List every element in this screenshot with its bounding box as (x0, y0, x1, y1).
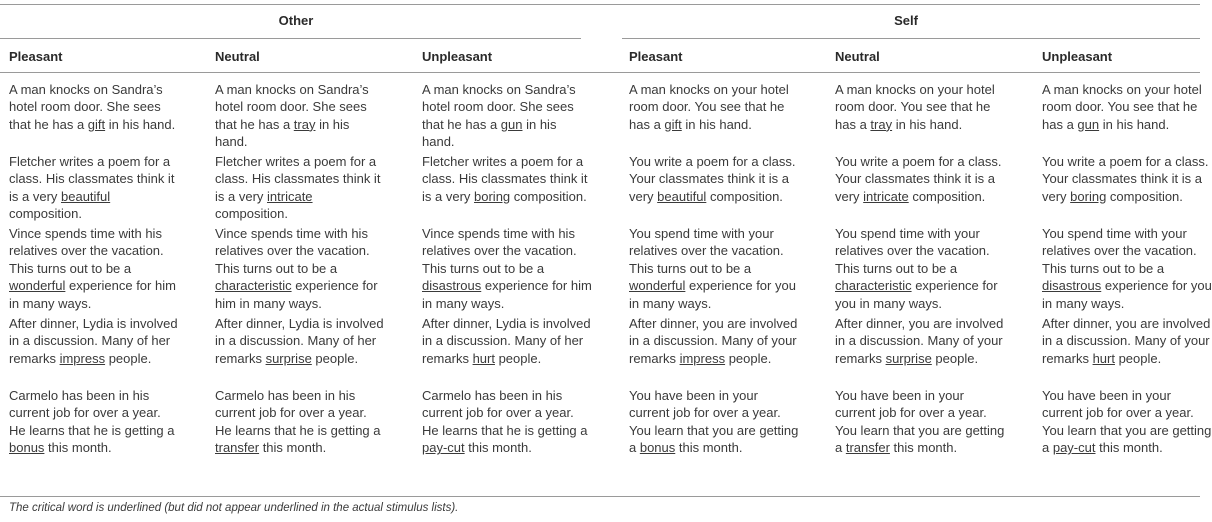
bottom-rule (0, 496, 1200, 497)
group-header-other: Other (278, 13, 314, 28)
table-cell-self-pleasant (629, 387, 799, 457)
critical-word: surprise (885, 350, 932, 366)
sentence-text: Vince spends time with his relatives over the vacation. This turns out to be a (215, 226, 370, 276)
table-cell-self-pleasant (629, 153, 799, 205)
table-cell-other-unpleasant (422, 225, 592, 312)
table-cell-self-neutral (835, 315, 1005, 367)
critical-word: pay-cut (422, 440, 465, 456)
table-cell-self-pleasant (629, 81, 799, 133)
sentence-text: composition. (510, 188, 587, 204)
table-cell-self-unpleasant (1042, 81, 1212, 133)
sentence-text: After dinner, Lydia is involved in a discussion. Many of her remarks (9, 316, 178, 366)
critical-word: pay-cut (1052, 440, 1096, 456)
critical-word: gift (664, 116, 682, 132)
sentence-text: Fletcher writes a poem for a class. His classmates think it is a very (422, 154, 588, 204)
column-header-other-unpleasant: Unpleasant (422, 49, 493, 64)
table-cell-self-neutral (835, 225, 1005, 312)
critical-word: boring (474, 188, 511, 204)
sentence-text: You have been in your current job for over a year. You learn that you are getting a (629, 388, 799, 456)
sentence-text: people. (105, 350, 152, 366)
critical-word: transfer (845, 440, 890, 456)
sentence-text: After dinner, Lydia is involved in a discussion. Many of her remarks (215, 316, 384, 366)
table-cell-self-unpleasant (1042, 225, 1212, 312)
table-cell-other-pleasant (9, 315, 179, 367)
sentence-text: Carmelo has been in his current job for over a year. He learns that he is getting a (422, 388, 588, 438)
sentence-text: You have been in your current job for over a year. You learn that you are getting a (1042, 388, 1212, 456)
sentence-text: After dinner, you are involved in a discussion. Many of your remarks (629, 316, 798, 366)
critical-word: gun (500, 116, 523, 132)
table-cell-other-pleasant (9, 153, 179, 223)
sentence-text: After dinner, you are involved in a discussion. Many of your remarks (1042, 316, 1211, 366)
critical-word: boring (1070, 188, 1107, 204)
table-cell-self-unpleasant (1042, 153, 1212, 205)
sentence-text: Vince spends time with his relatives over the vacation. This turns out to be a (9, 226, 164, 276)
sentence-text: Vince spends time with his relatives over the vacation. This turns out to be a (422, 226, 577, 276)
sentence-text: composition. (9, 206, 82, 222)
sentence-text: You spend time with your relatives over the vacation. This turns out to be a (1042, 226, 1197, 276)
sentence-text: people. (931, 350, 979, 366)
critical-word: tray (870, 116, 893, 132)
critical-word: beautiful (61, 188, 111, 204)
critical-word: gift (87, 116, 106, 132)
sentence-text: A man knocks on Sandra’s hotel room door. She sees that he has a (9, 82, 163, 132)
critical-word: intricate (267, 188, 313, 204)
group-rule-other (0, 38, 581, 39)
column-header-self-unpleasant: Unpleasant (1042, 49, 1113, 64)
table-cell-self-pleasant (629, 315, 799, 367)
critical-word: disastrous (422, 278, 482, 294)
sentence-text: in his hand. (681, 116, 752, 132)
column-header-other-pleasant: Pleasant (9, 49, 63, 64)
table-cell-self-pleasant (629, 225, 799, 312)
table-cell-other-unpleasant (422, 81, 592, 151)
critical-word: gun (1077, 116, 1100, 132)
critical-word: surprise (265, 350, 312, 366)
sentence-text: this month. (259, 440, 327, 456)
sentence-text: After dinner, you are involved in a discussion. Many of your remarks (835, 316, 1004, 366)
sentence-text: composition. (706, 188, 783, 204)
sentence-text: this month. (464, 440, 532, 456)
sentence-text: experience for you in many ways. (835, 278, 998, 311)
sentence-text: composition. (215, 206, 288, 222)
sentence-text: this month. (675, 440, 743, 456)
sentence-text: in his hand. (105, 116, 176, 132)
sentence-text: this month. (889, 440, 958, 456)
sentence-text: You spend time with your relatives over the vacation. This turns out to be a (629, 226, 784, 276)
sentence-text: people. (494, 350, 542, 366)
table-cell-other-neutral (215, 153, 385, 223)
sentence-text: experience for you in many ways. (1042, 278, 1212, 311)
sentence-text: You write a poem for a class. Your classmates think it is a very (1042, 154, 1209, 204)
sentence-text: in his hand. (422, 116, 557, 150)
critical-word: tray (293, 116, 316, 132)
table-cell-self-unpleasant (1042, 315, 1212, 367)
group-header-self: Self (894, 13, 918, 28)
top-rule (0, 4, 1200, 5)
table-cell-other-unpleasant (422, 153, 592, 205)
table-cell-other-unpleasant (422, 315, 592, 367)
column-header-other-neutral: Neutral (215, 49, 260, 64)
header-rule (0, 72, 1200, 73)
column-header-self-neutral: Neutral (835, 49, 880, 64)
critical-word: impress (59, 350, 106, 366)
sentence-text: this month. (1095, 440, 1163, 456)
critical-word: hurt (472, 350, 495, 366)
critical-word: impress (679, 350, 726, 366)
sentence-text: composition. (1106, 188, 1183, 204)
table-cell-other-unpleasant (422, 387, 592, 457)
table-cell-self-neutral (835, 387, 1005, 457)
sentence-text: experience for him in many ways. (9, 278, 176, 311)
critical-word: beautiful (657, 188, 707, 204)
sentence-text: You write a poem for a class. Your classmates think it is a very (835, 154, 1002, 204)
critical-word: disastrous (1042, 278, 1102, 294)
sentence-text: in his hand. (1099, 116, 1170, 132)
table-footnote: The critical word is underlined (but did not appear underlined in the actual stimulus lists). (9, 502, 459, 514)
table-cell-other-neutral (215, 387, 385, 457)
critical-word: characteristic (215, 278, 292, 294)
critical-word: hurt (1092, 350, 1115, 366)
critical-word: wonderful (9, 278, 66, 294)
sentence-text: people. (1114, 350, 1162, 366)
table-cell-other-pleasant (9, 387, 179, 457)
sentence-text: this month. (44, 440, 112, 456)
sentence-text: people. (725, 350, 772, 366)
sentence-text: A man knocks on your hotel room door. You see that he has a (835, 82, 995, 132)
sentence-text: Carmelo has been in his current job for over a year. He learns that he is getting a (215, 388, 381, 438)
table-cell-other-neutral (215, 315, 385, 367)
critical-word: characteristic (835, 278, 912, 294)
sentence-text: A man knocks on your hotel room door. You see that he has a (629, 82, 789, 132)
group-rule-self (622, 38, 1200, 39)
sentence-text: experience for you in many ways. (629, 278, 796, 311)
sentence-text: in his hand. (892, 116, 963, 132)
table-cell-self-neutral (835, 153, 1005, 205)
sentence-text: A man knocks on Sandra’s hotel room door. She sees that he has a (422, 82, 576, 132)
table-cell-self-unpleasant (1042, 387, 1212, 457)
sentence-text: people. (311, 350, 359, 366)
sentence-text: in his hand. (215, 116, 350, 150)
column-header-self-pleasant: Pleasant (629, 49, 683, 64)
table-cell-self-neutral (835, 81, 1005, 133)
sentence-text: Carmelo has been in his current job for over a year. He learns that he is getting a (9, 388, 175, 438)
critical-word: bonus (639, 440, 676, 456)
sentence-text: Fletcher writes a poem for a class. His classmates think it is a very (9, 154, 175, 204)
sentence-text: composition. (908, 188, 986, 204)
sentence-text: After dinner, Lydia is involved in a discussion. Many of her remarks (422, 316, 591, 366)
sentence-text: experience for him in many ways. (215, 278, 378, 311)
critical-word: transfer (215, 440, 260, 456)
sentence-text: A man knocks on your hotel room door. You see that he has a (1042, 82, 1202, 132)
sentence-text: You write a poem for a class. Your classmates think it is a very (629, 154, 796, 204)
critical-word: bonus (9, 440, 45, 456)
table-cell-other-pleasant (9, 225, 179, 312)
table-cell-other-pleasant (9, 81, 179, 133)
table-cell-other-neutral (215, 225, 385, 312)
critical-word: wonderful (629, 278, 686, 294)
sentence-text: Fletcher writes a poem for a class. His classmates think it is a very (215, 154, 381, 204)
sentence-text: experience for him in many ways. (422, 278, 592, 311)
critical-word: intricate (863, 188, 909, 204)
sentence-text: A man knocks on Sandra’s hotel room door. She sees that he has a (215, 82, 369, 132)
table-cell-other-neutral (215, 81, 385, 151)
sentence-text: You spend time with your relatives over the vacation. This turns out to be a (835, 226, 990, 276)
sentence-text: You have been in your current job for over a year. You learn that you are getting a (835, 388, 1005, 456)
